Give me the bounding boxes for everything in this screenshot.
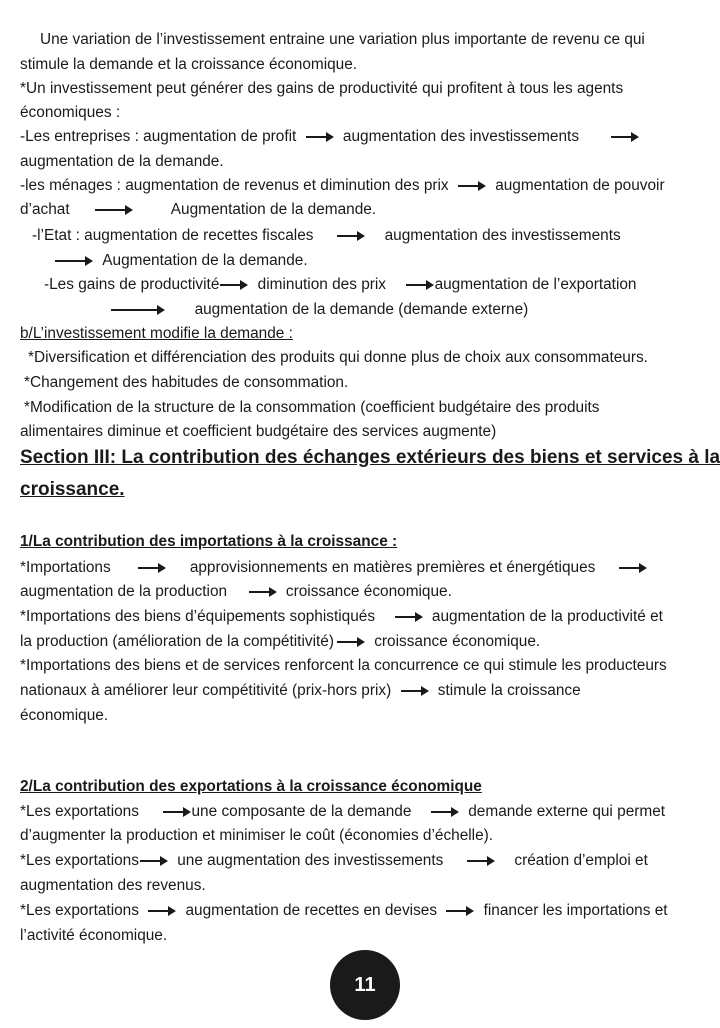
section-title: Section III: La contribution des échanges extérieurs des biens et services à la: [20, 447, 720, 468]
right-arrow-icon: [305, 131, 335, 143]
text-line: *Les exportations une augmentation des investissements création d’emploi et: [20, 852, 648, 869]
right-arrow-icon: [110, 304, 166, 316]
page-number: 11: [354, 974, 376, 996]
right-arrow-icon: [336, 230, 366, 242]
right-arrow-icon: [466, 855, 496, 867]
subsection-title: 1/La contribution des importations à la croissance :: [20, 533, 398, 550]
right-arrow-icon: [430, 806, 460, 818]
right-arrow-icon: [248, 586, 278, 598]
text-line: l’activité économique.: [20, 927, 168, 944]
text-line: nationaux à améliorer leur compétitivité (prix-hors prix) stimule la croissance: [20, 682, 581, 699]
page-number-badge: [330, 950, 400, 1020]
right-arrow-icon: [394, 611, 424, 623]
text-line: augmentation de la demande (demande externe): [106, 300, 720, 320]
text-line: économique.: [20, 707, 109, 724]
text-line: -les ménages : augmentation de revenus et diminution des prix augmentation de pouvoir: [20, 177, 665, 194]
right-arrow-icon: [162, 806, 192, 818]
text-line: *Importations des biens et de services renforcent la concurrence ce qui stimule les producteurs: [20, 657, 667, 674]
right-arrow-icon: [137, 562, 167, 574]
right-arrow-icon: [457, 180, 487, 192]
text-line: *Diversification et différenciation des produits qui donne plus de choix aux consommateurs.: [28, 349, 648, 366]
subsection-title: 2/La contribution des exportations à la croissance économique: [20, 778, 482, 795]
right-arrow-icon: [405, 279, 435, 291]
right-arrow-icon: [610, 131, 640, 143]
text-line: *Importations approvisionnements en matières premières et énergétiques: [20, 558, 710, 578]
text-line: *Les exportations augmentation de recettes en devises financer les importations et: [20, 902, 668, 919]
text-line: économiques :: [20, 104, 121, 121]
text-line: augmentation de la demande.: [20, 153, 224, 170]
right-arrow-icon: [94, 204, 134, 216]
text-line: d’achat Augmentation de la demande.: [20, 201, 377, 218]
text-line: augmentation des revenus.: [20, 877, 206, 894]
right-arrow-icon: [139, 855, 169, 867]
text-line: -Les entreprises : augmentation de profit augmentation des investissements: [20, 127, 710, 147]
text-line: d’augmenter la production et minimiser le coût (économies d’échelle).: [20, 827, 494, 844]
section-title: croissance.: [20, 479, 125, 500]
text-line: Une variation de l’investissement entraine une variation plus importante de revenu ce qui: [40, 31, 645, 48]
right-arrow-icon: [336, 636, 366, 648]
right-arrow-icon: [219, 279, 249, 291]
text-line: alimentaires diminue et coefficient budgétaire des services augmente): [20, 423, 497, 440]
text-line: Augmentation de la demande.: [50, 251, 720, 271]
right-arrow-icon: [400, 685, 430, 697]
right-arrow-icon: [147, 905, 177, 917]
text-line: la production (amélioration de la compétitivité) croissance économique.: [20, 633, 541, 650]
text-line: -Les gains de productivité diminution des prix augmentation de l’exportation: [44, 276, 637, 293]
text-line: *Modification de la structure de la consommation (coefficient budgétaire des produits: [24, 399, 600, 416]
right-arrow-icon: [445, 905, 475, 917]
right-arrow-icon: [618, 562, 648, 574]
text-line: *Un investissement peut générer des gains de productivité qui profitent à tous les agents: [20, 80, 624, 97]
right-arrow-icon: [54, 255, 94, 267]
text-line: augmentation de la production croissance économique.: [20, 583, 452, 600]
text-line: -l’Etat : augmentation de recettes fiscales augmentation des investissements: [32, 227, 621, 244]
text-line: *Changement des habitudes de consommation.: [24, 374, 349, 391]
subsection-title: b/L’investissement modifie la demande :: [20, 325, 293, 342]
text-line: *Les exportations une composante de la demande demande externe qui permet: [20, 803, 666, 820]
text-line: stimule la demande et la croissance économique.: [20, 56, 358, 73]
text-line: *Importations des biens d’équipements sophistiqués augmentation de la productivité et: [20, 608, 663, 625]
